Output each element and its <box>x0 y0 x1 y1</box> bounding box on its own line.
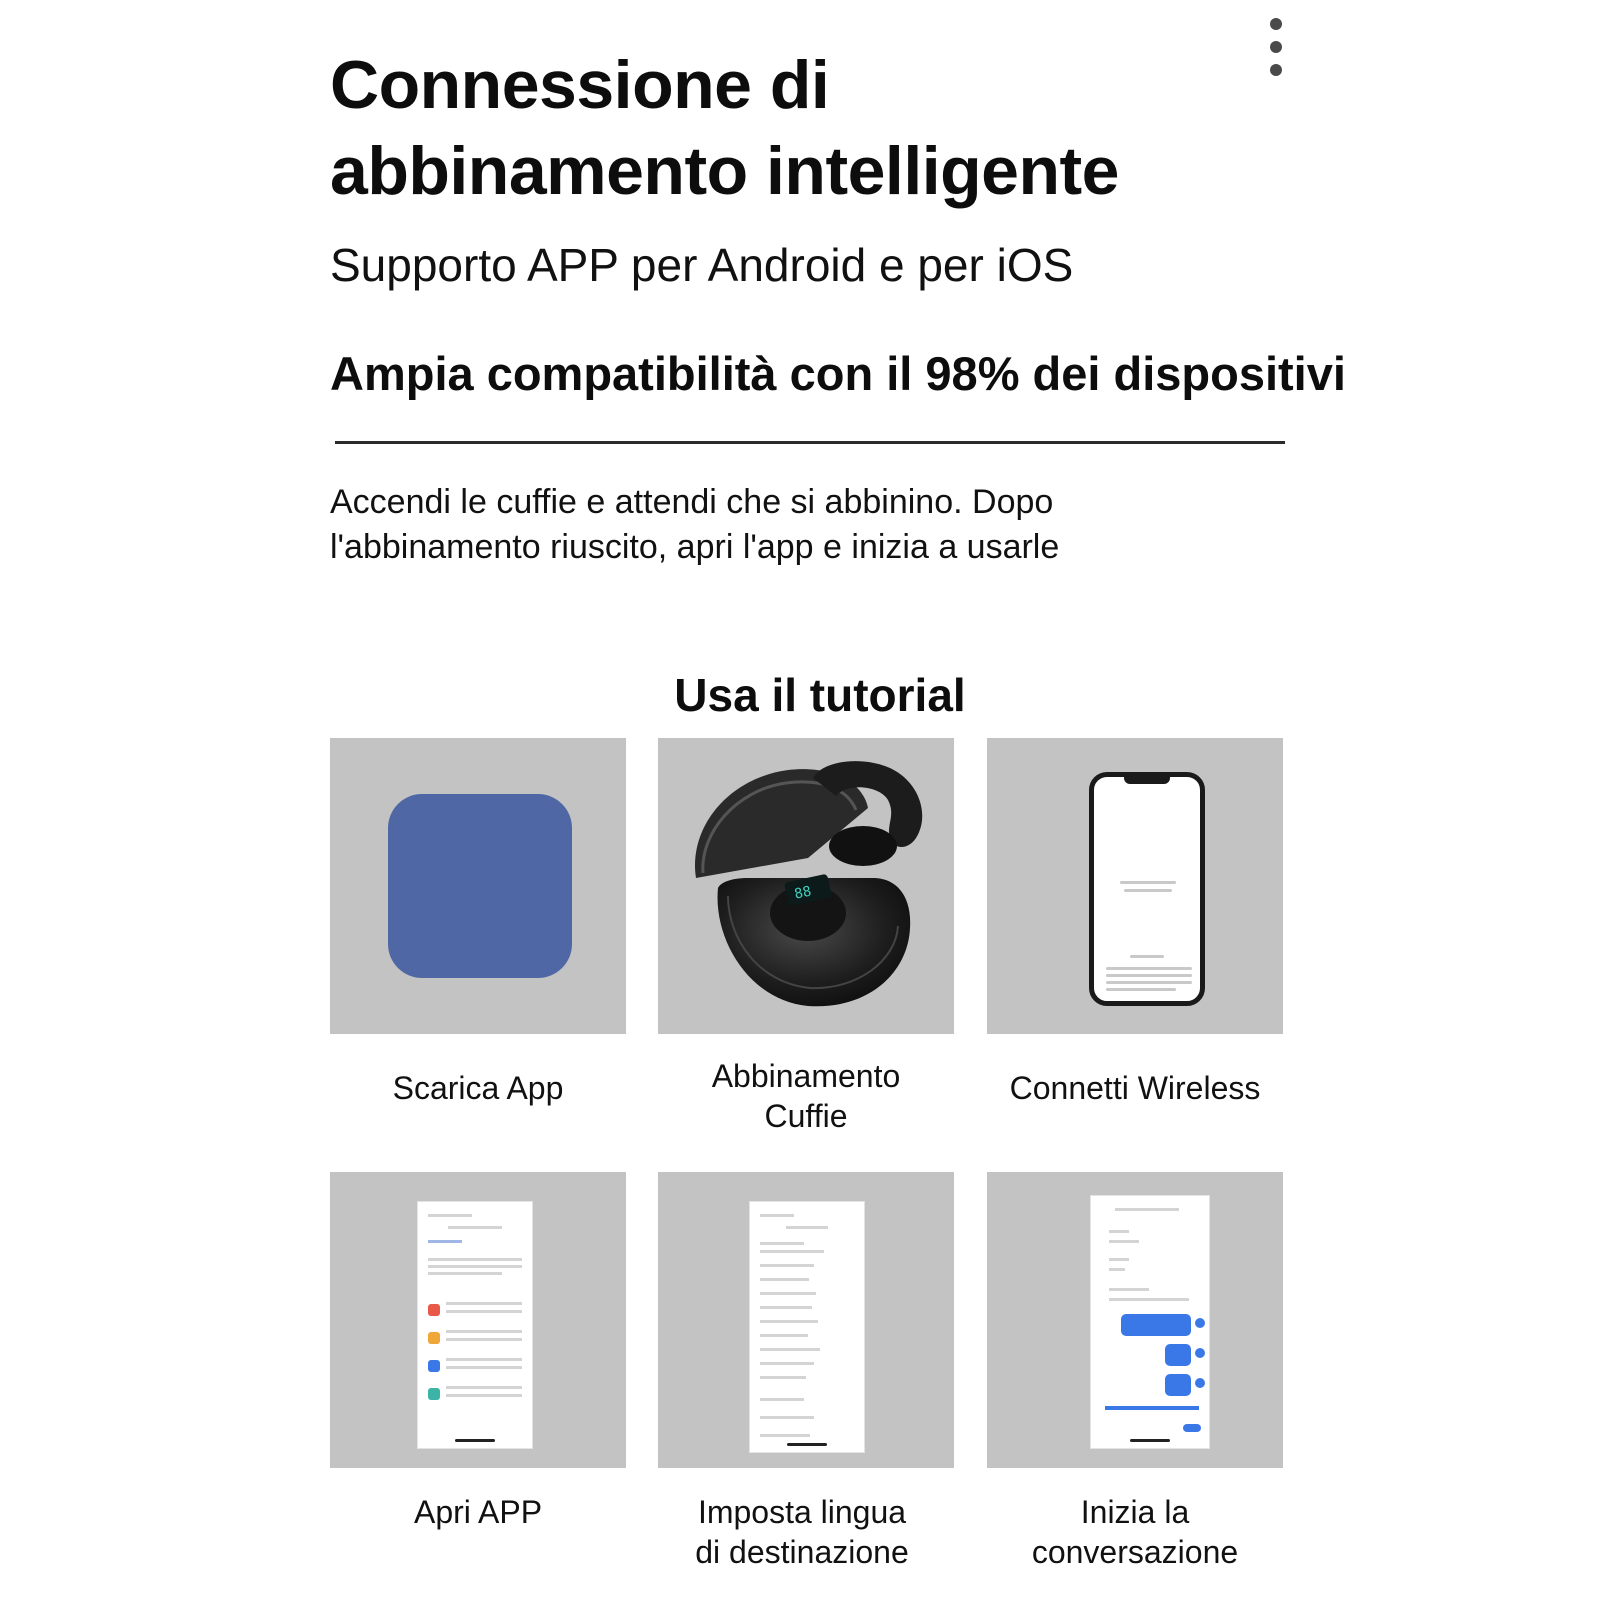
step-caption-line: Abbinamento <box>711 1058 901 1094</box>
step-caption-line: conversazione <box>1031 1534 1239 1570</box>
screen-row <box>760 1250 824 1253</box>
instructions-text <box>330 480 1290 570</box>
menu-dot <box>1270 64 1282 76</box>
chat-bubble <box>1165 1344 1191 1366</box>
instructions-line-1: Accendi le cuffie e attendi che si abbinino. Dopo <box>330 483 1054 521</box>
step-caption-line: di destinazione <box>695 1534 909 1570</box>
screen-row <box>428 1240 462 1243</box>
step-caption-line: Connetti Wireless <box>1009 1070 1261 1106</box>
screen-row <box>446 1386 522 1389</box>
step-caption-2 <box>626 1056 986 1136</box>
language-list-screen <box>750 1202 864 1452</box>
screen-row <box>446 1366 522 1369</box>
step-caption-line: Apri APP <box>413 1494 543 1530</box>
screen-row <box>760 1398 804 1401</box>
more-vertical-icon[interactable] <box>1265 18 1287 76</box>
mode-icon <box>428 1304 440 1316</box>
avatar <box>1195 1378 1205 1388</box>
screen-text-line <box>1120 881 1176 884</box>
screen-row <box>760 1214 794 1217</box>
screen-text-line <box>1106 981 1192 984</box>
earbuds-case-icon <box>658 738 954 1034</box>
screen-row <box>760 1278 809 1281</box>
subtitle: Supporto APP per Android e per iOS <box>330 239 1074 291</box>
screen-row <box>760 1264 814 1267</box>
app-icon <box>388 794 572 978</box>
screen-row <box>760 1242 804 1245</box>
divider <box>335 441 1285 444</box>
menu-dot <box>1270 18 1282 30</box>
screen-row <box>1109 1230 1129 1233</box>
home-indicator <box>787 1443 827 1446</box>
screen-text-line <box>1124 889 1172 892</box>
step-tile-connect-wireless[interactable] <box>987 738 1283 1034</box>
screen-row <box>1115 1208 1179 1211</box>
screen-row <box>446 1330 522 1333</box>
screen-row <box>446 1394 522 1397</box>
avatar <box>1195 1318 1205 1328</box>
step-caption-1 <box>298 1068 658 1108</box>
screen-row <box>760 1334 808 1337</box>
phone-notch <box>1124 777 1170 784</box>
mode-icon <box>428 1360 440 1372</box>
svg-text:88: 88 <box>793 883 813 903</box>
step-caption-line: Inizia la <box>1080 1494 1190 1530</box>
menu-dot <box>1270 41 1282 53</box>
screen-text-line <box>1106 988 1176 991</box>
step-tile-download-app[interactable] <box>330 738 626 1034</box>
screen-text-line <box>1130 955 1164 958</box>
screen-row <box>428 1214 472 1217</box>
step-caption-line: Cuffie <box>764 1098 848 1134</box>
home-indicator <box>455 1439 495 1442</box>
screen-row <box>446 1310 522 1313</box>
step-caption-3 <box>955 1068 1315 1108</box>
screen-row <box>446 1358 522 1361</box>
step-caption-line: Scarica App <box>392 1070 564 1106</box>
home-indicator <box>1130 1439 1170 1442</box>
screen-row <box>1109 1240 1139 1243</box>
phone-bluetooth-icon <box>1089 772 1205 1006</box>
send-button <box>1183 1424 1201 1432</box>
compatibility-heading: Ampia compatibilità con il 98% dei dispositivi <box>330 347 1346 400</box>
screen-row <box>760 1306 812 1309</box>
page-title-line-1: Connessione di <box>330 47 830 123</box>
step-tile-set-language[interactable] <box>658 1172 954 1468</box>
mode-icon <box>428 1332 440 1344</box>
screen-row <box>760 1434 810 1437</box>
app-home-screen <box>418 1202 532 1448</box>
screen-row <box>760 1362 814 1365</box>
step-tile-pair-earbuds[interactable] <box>658 738 954 1034</box>
page-title-line-2: abbinamento intelligente <box>330 133 1119 209</box>
screen-row <box>1109 1288 1149 1291</box>
step-caption-6 <box>955 1492 1315 1572</box>
screen-row <box>760 1376 806 1379</box>
screen-text-line <box>1106 967 1192 970</box>
screen-text-line <box>1106 974 1192 977</box>
chat-screen <box>1091 1196 1209 1448</box>
step-caption-line: Imposta lingua <box>697 1494 907 1530</box>
screen-row <box>1109 1258 1129 1261</box>
tutorial-title: Usa il tutorial <box>674 669 966 721</box>
screen-row <box>446 1302 522 1305</box>
screen-row <box>1109 1268 1125 1271</box>
screen-row <box>760 1320 818 1323</box>
step-caption-4 <box>298 1492 658 1532</box>
screen-row <box>428 1258 522 1261</box>
page-title <box>330 42 1230 214</box>
screen-row <box>760 1292 816 1295</box>
screen-row <box>428 1272 502 1275</box>
chat-bubble <box>1165 1374 1191 1396</box>
step-tile-start-conversation[interactable] <box>987 1172 1283 1468</box>
screen-row <box>446 1338 522 1341</box>
screen-row <box>760 1348 820 1351</box>
avatar <box>1195 1348 1205 1358</box>
screen-row <box>428 1265 522 1268</box>
screen-row <box>1105 1406 1199 1410</box>
step-tile-open-app[interactable] <box>330 1172 626 1468</box>
screen-row <box>760 1416 814 1419</box>
instructions-line-2: l'abbinamento riuscito, apri l'app e inizia a usarle <box>330 528 1060 566</box>
step-caption-5 <box>622 1492 982 1572</box>
mode-icon <box>428 1388 440 1400</box>
screen-row <box>786 1226 828 1229</box>
screen-row <box>448 1226 502 1229</box>
screen-row <box>1109 1298 1189 1301</box>
chat-bubble <box>1121 1314 1191 1336</box>
